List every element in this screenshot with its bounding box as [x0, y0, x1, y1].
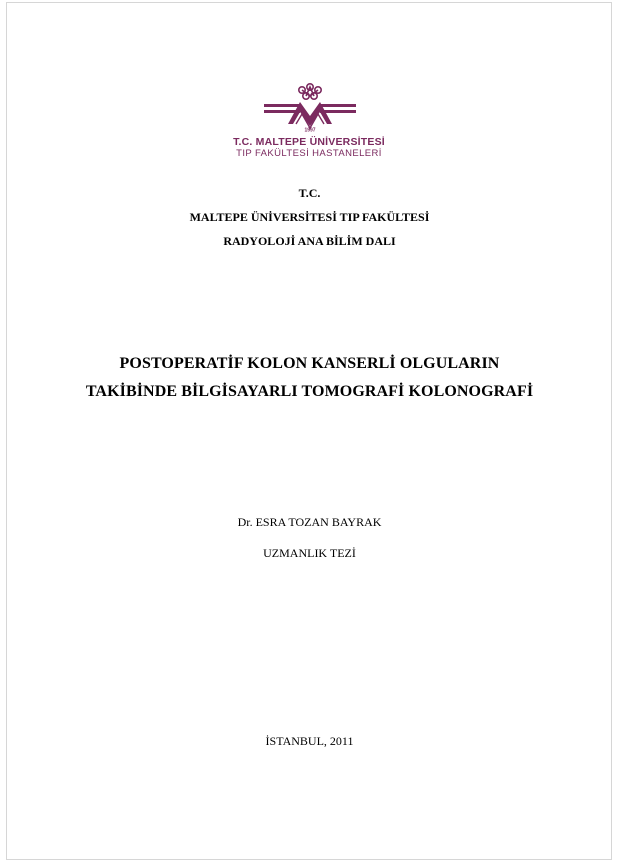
- place-and-year: İSTANBUL, 2011: [265, 734, 354, 748]
- header-line-1: T.C.: [298, 186, 321, 200]
- logo-year: 1997: [304, 127, 316, 132]
- header-line-3: RADYOLOJİ ANA BİLİM DALI: [223, 234, 396, 248]
- logo-line-1: T.C. MALTEPE ÜNİVERSİTESİ: [233, 136, 385, 148]
- author-name: Dr. ESRA TOZAN BAYRAK: [237, 515, 382, 529]
- header-line-2: MALTEPE ÜNİVERSİTESİ TIP FAKÜLTESİ: [189, 210, 430, 224]
- thesis-type: UZMANLIK TEZİ: [263, 546, 356, 560]
- logo-wordmark: [214, 137, 404, 159]
- knot-emblem: [299, 84, 321, 99]
- thesis-title-line-2: TAKİBİNDE BİLGİSAYARLI TOMOGRAFİ KOLONOGRAFİ: [85, 383, 534, 400]
- university-logo: [258, 82, 362, 132]
- thesis-title-line-1: POSTOPERATİF KOLON KANSERLİ OLGULARIN: [119, 355, 500, 372]
- logo-line-2: TIP FAKÜLTESİ HASTANELERİ: [236, 148, 382, 159]
